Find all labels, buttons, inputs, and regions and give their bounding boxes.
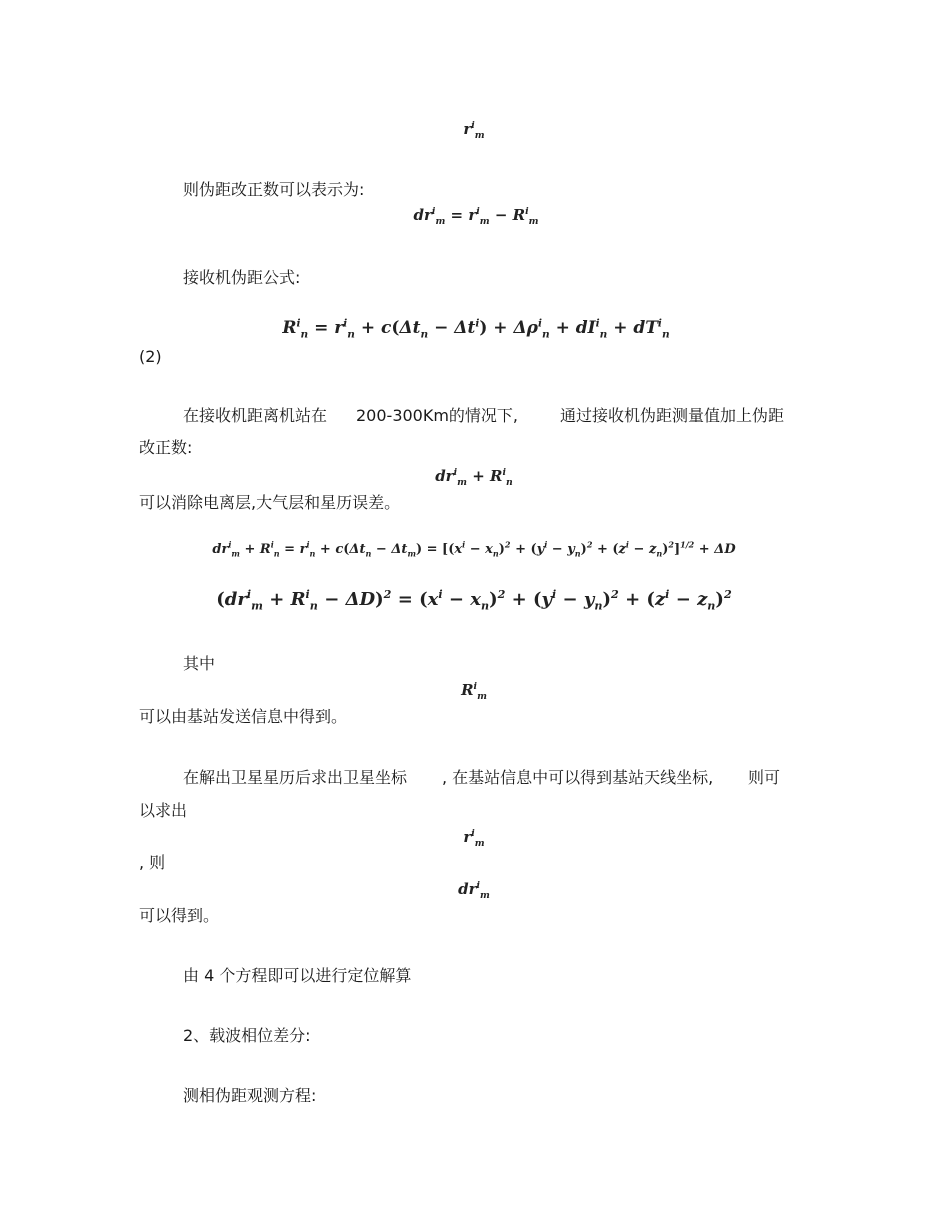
formula-rmi-mid: $r^i_m$ xyxy=(463,828,485,849)
formula-receiver-pseudorange: $R^i_n = r^i_n + c(\Delta t_n - \Delta t^i) + \Delta\rho^i_n + dI^i_n + dT^i_n$ xyxy=(282,317,670,341)
formula-rmi-top: $r^i_m$ xyxy=(463,120,485,141)
paragraph-distance-d: 改正数: xyxy=(139,438,193,457)
paragraph-receiver-formula-intro: 接收机伪距公式: xyxy=(183,268,301,287)
paragraph-correction-intro: 则伪距改正数可以表示为: xyxy=(183,180,365,199)
paragraph-solve-c: 则可 xyxy=(748,768,781,787)
equation-label-2: (2) xyxy=(139,347,162,366)
formula-squared: $(dr^i_m + R^i_n - \Delta D)^2 = (x^i - x_n)^2 + (y^i - y_n)^2 + (z^i - z_n)^2$ xyxy=(216,588,732,613)
paragraph-eliminate-errors: 可以消除电离层,大气层和星历误差。 xyxy=(139,493,401,512)
paragraph-phase-observation: 测相伪距观测方程: xyxy=(183,1086,317,1105)
formula-dr-plus-r: $dr^i_m + R^i_n$ xyxy=(435,467,513,488)
formula-expansion: $dr^i_m + R^i_n = r^i_n + c(\Delta t_n - \Delta t_m) = [(x^i - x_n)^2 + (y^i - y_n)^2 + (z^i - z_n)^2]^{1/2} + \Delta D$ xyxy=(212,539,736,559)
paragraph-solve-a: 在解出卫星星历后求出卫星坐标 xyxy=(183,768,408,787)
paragraph-distance-b: 200-300Km的情况下, xyxy=(356,406,519,425)
paragraph-then: , 则 xyxy=(139,853,166,872)
section-heading-carrier-phase: 2、载波相位差分: xyxy=(183,1026,311,1045)
formula-drmi: $dr^i_m$ xyxy=(458,880,490,901)
formula-correction: $dr^i_m = r^i_m - R^i_m$ xyxy=(413,206,539,227)
paragraph-obtainable: 可以得到。 xyxy=(139,906,220,925)
paragraph-four-equations: 由 4 个方程即可以进行定位解算 xyxy=(183,966,412,985)
paragraph-from-base: 可以由基站发送信息中得到。 xyxy=(139,707,348,726)
paragraph-distance-c: 通过接收机伪距测量值加上伪距 xyxy=(560,406,785,425)
paragraph-solve-d: 以求出 xyxy=(139,801,188,820)
paragraph-distance-a: 在接收机距离机站在 xyxy=(183,406,328,425)
paragraph-solve-b: , 在基站信息中可以得到基站天线坐标, xyxy=(442,768,714,787)
paragraph-where: 其中 xyxy=(183,654,216,673)
formula-rmi-base: $R^i_m$ xyxy=(461,681,487,702)
